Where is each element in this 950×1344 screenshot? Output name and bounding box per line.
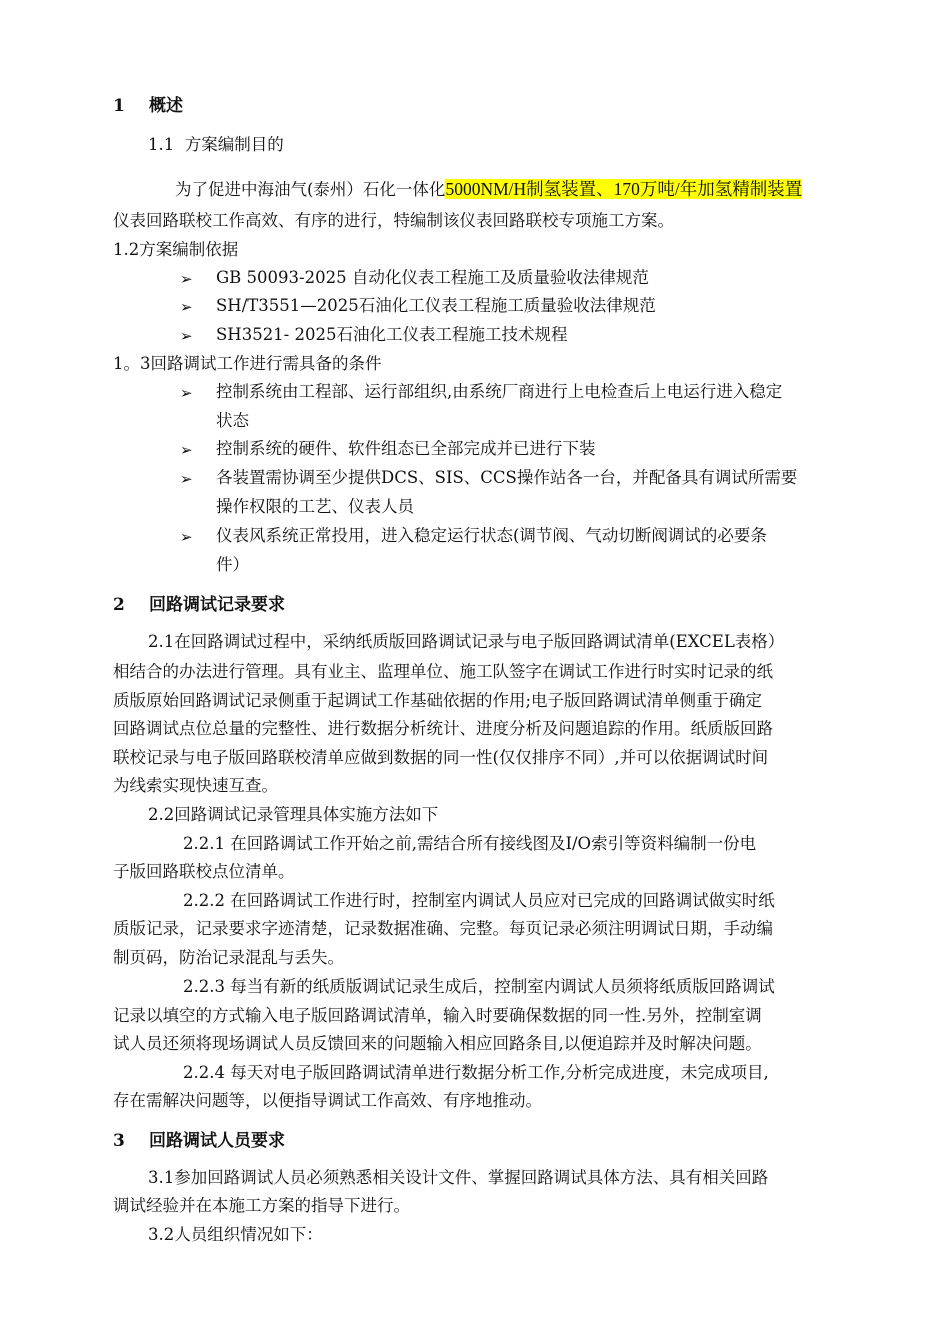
- basis-item: GB 50093-2025 自动化仪表工程施工及质量验收法律规范: [216, 268, 649, 287]
- paragraph-line: 相结合的办法进行管理。具有业主、监理单位、施工队签字在调试工作进行时实时记录的纸: [113, 662, 773, 681]
- paragraph-line: 质版记录，记录要求字迹清楚，记录数据准确、完整。每页记录必须注明调试日期，手动编: [113, 919, 773, 938]
- paragraph-line: 回路调试点位总量的完整性、进行数据分析统计、进度分析及问题追踪的作用。纸质版回路: [113, 719, 773, 738]
- section-3-heading: [113, 1133, 285, 1150]
- paragraph-line: 3.2人员组织情况如下：: [148, 1225, 323, 1244]
- condition-item-cont: 操作权限的工艺、仪表人员: [216, 497, 414, 516]
- bullet-arrow-icon: ➢: [180, 528, 193, 546]
- bullet-arrow-icon: ➢: [180, 384, 193, 402]
- section-title: 概述: [149, 96, 183, 116]
- section-title: 回路调试记录要求: [149, 595, 285, 615]
- section-title: 回路调试人员要求: [149, 1131, 285, 1151]
- paragraph-line: 为线索实现快速互查。: [113, 776, 278, 795]
- section-number: 3: [113, 1131, 125, 1151]
- basis-item: SH/T3551—2025石油化工仪表工程施工质量验收法律规范: [216, 296, 656, 315]
- paragraph-line: 质版原始回路调试记录侧重于起调试工作基础依据的作用;电子版回路调试清单侧重于确定: [113, 691, 763, 710]
- condition-item-cont: 件）: [216, 555, 249, 574]
- condition-item: 各装置需协调至少提供DCS、SIS、CCS操作站各一台，并配备具有调试所需要: [216, 468, 798, 487]
- section-number: 2: [113, 595, 125, 615]
- section-2-heading: [113, 597, 285, 614]
- bullet-arrow-icon: ➢: [180, 327, 193, 345]
- condition-item: 控制系统由工程部、运行部组织,由系统厂商进行上电检查后上电运行进入稳定: [216, 382, 783, 401]
- paragraph-line: 2.2.1 在回路调试工作开始之前,需结合所有接线图及I/O索引等资料编制一份电: [183, 834, 757, 853]
- condition-item: 仪表风系统正常投用，进入稳定运行状态(调节阀、气动切断阀调试的必要条: [216, 526, 767, 545]
- paragraph-line: 记录以填空的方式输入电子版回路调试清单，输入时要确保数据的同一性.另外，控制室调: [113, 1006, 762, 1025]
- bullet-arrow-icon: ➢: [180, 441, 193, 459]
- subsection-1-1-heading: [148, 137, 284, 154]
- bullet-arrow-icon: ➢: [180, 270, 193, 288]
- paragraph-line: 联校记录与电子版回路联校清单应做到数据的同一性(仅仅排序不同）,并可以依据调试时间: [113, 748, 769, 767]
- paragraph-line: 2.2.3 每当有新的纸质版调试记录生成后，控制室内调试人员须将纸质版回路调试: [183, 977, 775, 996]
- paragraph-line: 制页码，防治记录混乱与丢失。: [113, 948, 344, 967]
- subsection-1-3-heading: 1。3回路调试工作进行需具备的条件: [113, 354, 382, 373]
- paragraph-line: 调试经验并在本施工方案的指导下进行。: [113, 1196, 410, 1215]
- paragraph-line: 2.2.2 在回路调试工作进行时，控制室内调试人员应对已完成的回路调试做实时纸: [183, 891, 775, 910]
- basis-item: SH3521- 2025石油化工仪表工程施工技术规程: [216, 325, 568, 344]
- condition-item-cont: 状态: [216, 411, 249, 430]
- paragraph-line: 3.1参加回路调试人员必须熟悉相关设计文件、掌握回路调试具体方法、具有相关回路: [148, 1168, 769, 1187]
- subsection-1-2-heading: 1.2方案编制依据: [113, 240, 239, 259]
- purpose-text: 为了促进中海油气(泰州）石化一体化: [175, 180, 446, 199]
- paragraph-line: 子版回路联校点位清单。: [113, 862, 295, 881]
- subsection-2-2-heading: 2.2回路调试记录管理具体实施方法如下: [148, 805, 439, 824]
- subsection-title: 方案编制目的: [184, 135, 284, 154]
- condition-item: 控制系统的硬件、软件组态已全部完成并已进行下装: [216, 439, 596, 458]
- bullet-arrow-icon: ➢: [180, 298, 193, 316]
- paragraph-line: 存在需解决问题等，以便指导调试工作高效、有序地推动。: [113, 1091, 542, 1110]
- paragraph-line: 2.2.4 每天对电子版回路调试清单进行数据分析工作,分析完成进度，未完成项目,: [183, 1063, 769, 1082]
- purpose-line-1: [175, 181, 802, 199]
- section-1-heading: [113, 98, 183, 115]
- subsection-number: 1.1: [148, 135, 175, 154]
- section-number: 1: [113, 96, 125, 116]
- paragraph-line: 2.1在回路调试过程中，采纳纸质版回路调试记录与电子版回路调试清单(EXCEL表格）: [148, 632, 785, 651]
- bullet-arrow-icon: ➢: [180, 470, 193, 488]
- purpose-line-2: 仪表回路联校工作高效、有序的进行，特编制该仪表回路联校专项施工方案。: [113, 211, 674, 230]
- paragraph-line: 试人员还须将现场调试人员反馈回来的问题输入相应回路条目,以便追踪并及时解决问题。: [113, 1034, 762, 1053]
- highlighted-text: 5000NM/H制氢装置、170万吨/年加氢精制装置: [445, 179, 803, 199]
